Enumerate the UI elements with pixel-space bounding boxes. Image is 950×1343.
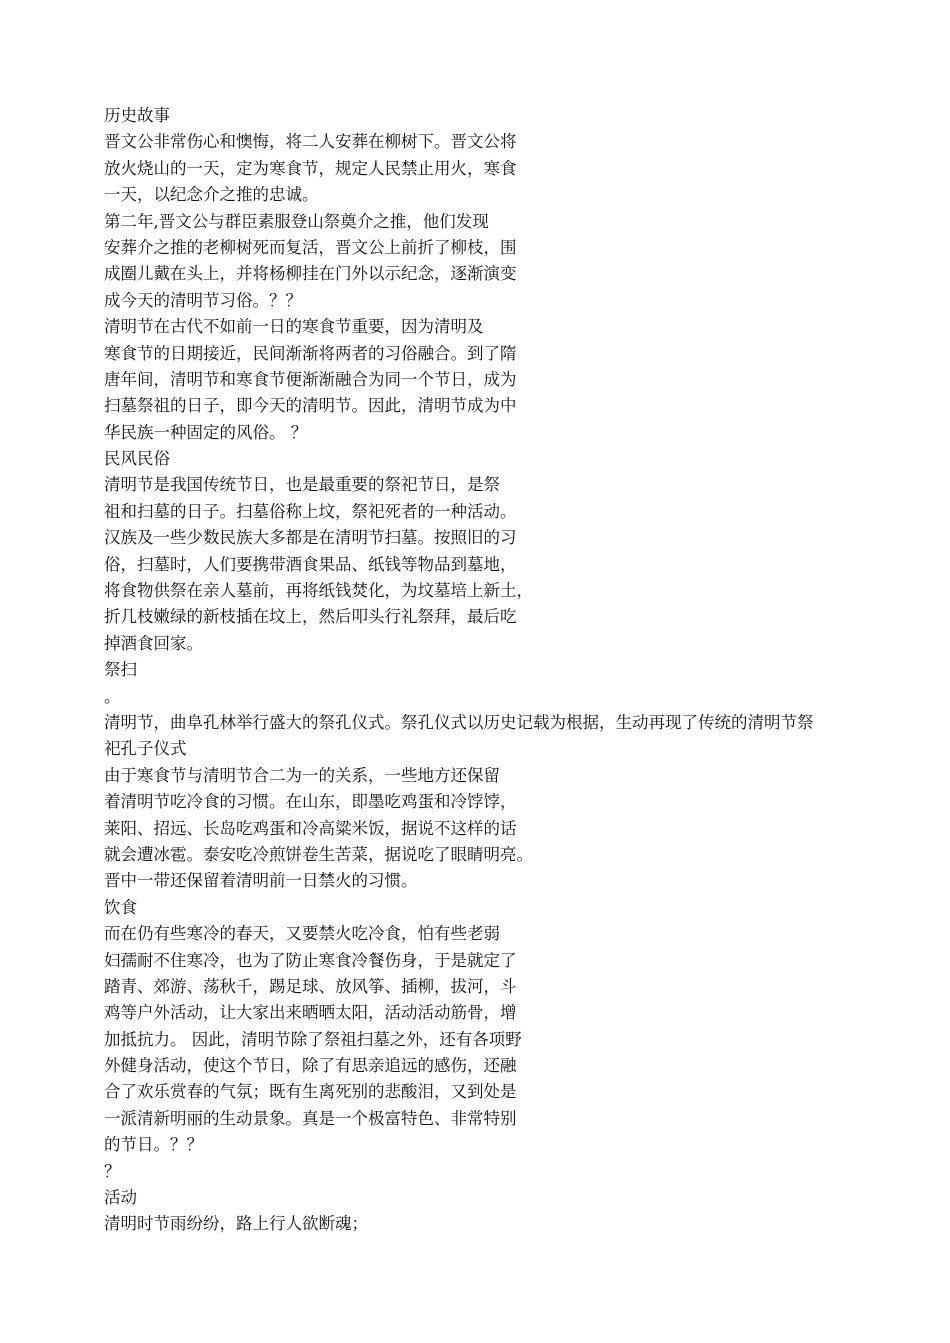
text-line: 俗，扫墓时，人们要携带酒食果品、纸钱等物品到墓地， — [104, 554, 517, 574]
text-line: 第二年,晋文公与群臣素服登山祭奠介之推，他们发现 — [104, 211, 489, 231]
heading-history-story: 历史故事 — [104, 106, 170, 125]
text-line: 祖和扫墓的日子。扫墓俗称上坟，祭祀死者的一种活动。 — [104, 501, 517, 521]
text-line: 晋文公非常伤心和懊悔，将二人安葬在柳树下。晋文公将 — [104, 132, 517, 152]
text-line: 鸡等户外活动，让大家出来晒晒太阳，活动活动筋骨，增 — [104, 1003, 517, 1023]
text-line: 莱阳、招远、长岛吃鸡蛋和冷高粱米饭，据说不这样的话 — [104, 818, 517, 838]
text-line: 扫墓祭祖的日子，即今天的清明节。因此，清明节成为中 — [104, 396, 517, 416]
text-line: 清明节是我国传统节日，也是最重要的祭祀节日，是祭 — [104, 475, 500, 495]
text-line: 一派清新明丽的生动景象。真是一个极富特色、非常特别 — [104, 1108, 517, 1128]
document-body — [104, 103, 904, 1238]
text-line: 。 — [104, 686, 121, 706]
text-line: 祀孔子仪式 — [104, 739, 187, 759]
text-line: 成今天的清明节习俗。？？ — [104, 290, 302, 310]
heading-activities: 活动 — [104, 1188, 137, 1208]
text-line: 踏青、郊游、荡秋千，踢足球、放风筝、插柳，拔河，斗 — [104, 976, 517, 996]
text-line: 清明节在古代不如前一日的寒食节重要，因为清明及 — [104, 317, 484, 337]
text-line: 掉酒食回家。 — [104, 633, 203, 653]
text-line: 的节日。？？ — [104, 1135, 203, 1155]
text-line: 着清明节吃冷食的习惯。在山东，即墨吃鸡蛋和冷饽饽， — [104, 792, 517, 812]
text-line: 清明时节雨纷纷，路上行人欲断魂； — [104, 1214, 368, 1234]
text-line: 寒食节的日期接近，民间渐渐将两者的习俗融合。到了隋 — [104, 343, 517, 363]
text-line: 而在仍有些寒冷的春天，又要禁火吃冷食，怕有些老弱 — [104, 924, 500, 944]
text-line: 一天，以纪念介之推的忠诚。 — [104, 185, 319, 205]
text-line: 放火烧山的一天，定为寒食节，规定人民禁止用火，寒食 — [104, 158, 517, 178]
text-line: 汉族及一些少数民族大多都是在清明节扫墓。按照旧的习 — [104, 528, 517, 548]
text-line: 安葬介之推的老柳树死而复活，晋文公上前折了柳枝，围 — [104, 237, 517, 257]
text-line: 由于寒食节与清明节合二为一的关系，一些地方还保留 — [104, 765, 500, 785]
heading-folk-customs: 民风民俗 — [104, 449, 170, 469]
heading-tomb-sweeping: 祭扫 — [104, 660, 137, 680]
text-line: 清明节，曲阜孔林举行盛大的祭孔仪式。祭孔仪式以历史记载为根据，生动再现了传统的清明节祭 — [104, 712, 814, 732]
text-line: 就会遭冰雹。泰安吃冷煎饼卷生苦菜，据说吃了眼睛明亮。 — [104, 844, 533, 864]
text-line: 妇孺耐不住寒冷，也为了防止寒食冷餐伤身，于是就定了 — [104, 950, 517, 970]
text-line: 加抵抗力。 因此，清明节除了祭祖扫墓之外，还有各项野 — [104, 1029, 522, 1049]
text-line: 成圈儿戴在头上，并将杨柳挂在门外以示纪念，逐渐演变 — [104, 264, 517, 284]
text-line: 合了欢乐赏春的气氛；既有生离死别的悲酸泪，又到处是 — [104, 1082, 517, 1102]
text-line: 晋中一带还保留着清明前一日禁火的习惯。 — [104, 871, 418, 891]
heading-food: 饮食 — [104, 897, 137, 917]
text-line: 外健身活动，使这个节日，除了有思亲追远的感伤，还融 — [104, 1056, 517, 1076]
text-line: 华民族一种固定的风俗。 ？ — [104, 422, 308, 442]
text-line: 折几枝嫩绿的新枝插在坟上，然后叩头行礼祭拜，最后吃 — [104, 607, 517, 627]
text-line: 将食物供祭在亲人墓前，再将纸钱焚化，为坟墓培上新土， — [104, 581, 533, 601]
text-line: ？ — [104, 1161, 121, 1181]
text-line: 唐年间，清明节和寒食节便渐渐融合为同一个节日，成为 — [104, 369, 517, 389]
